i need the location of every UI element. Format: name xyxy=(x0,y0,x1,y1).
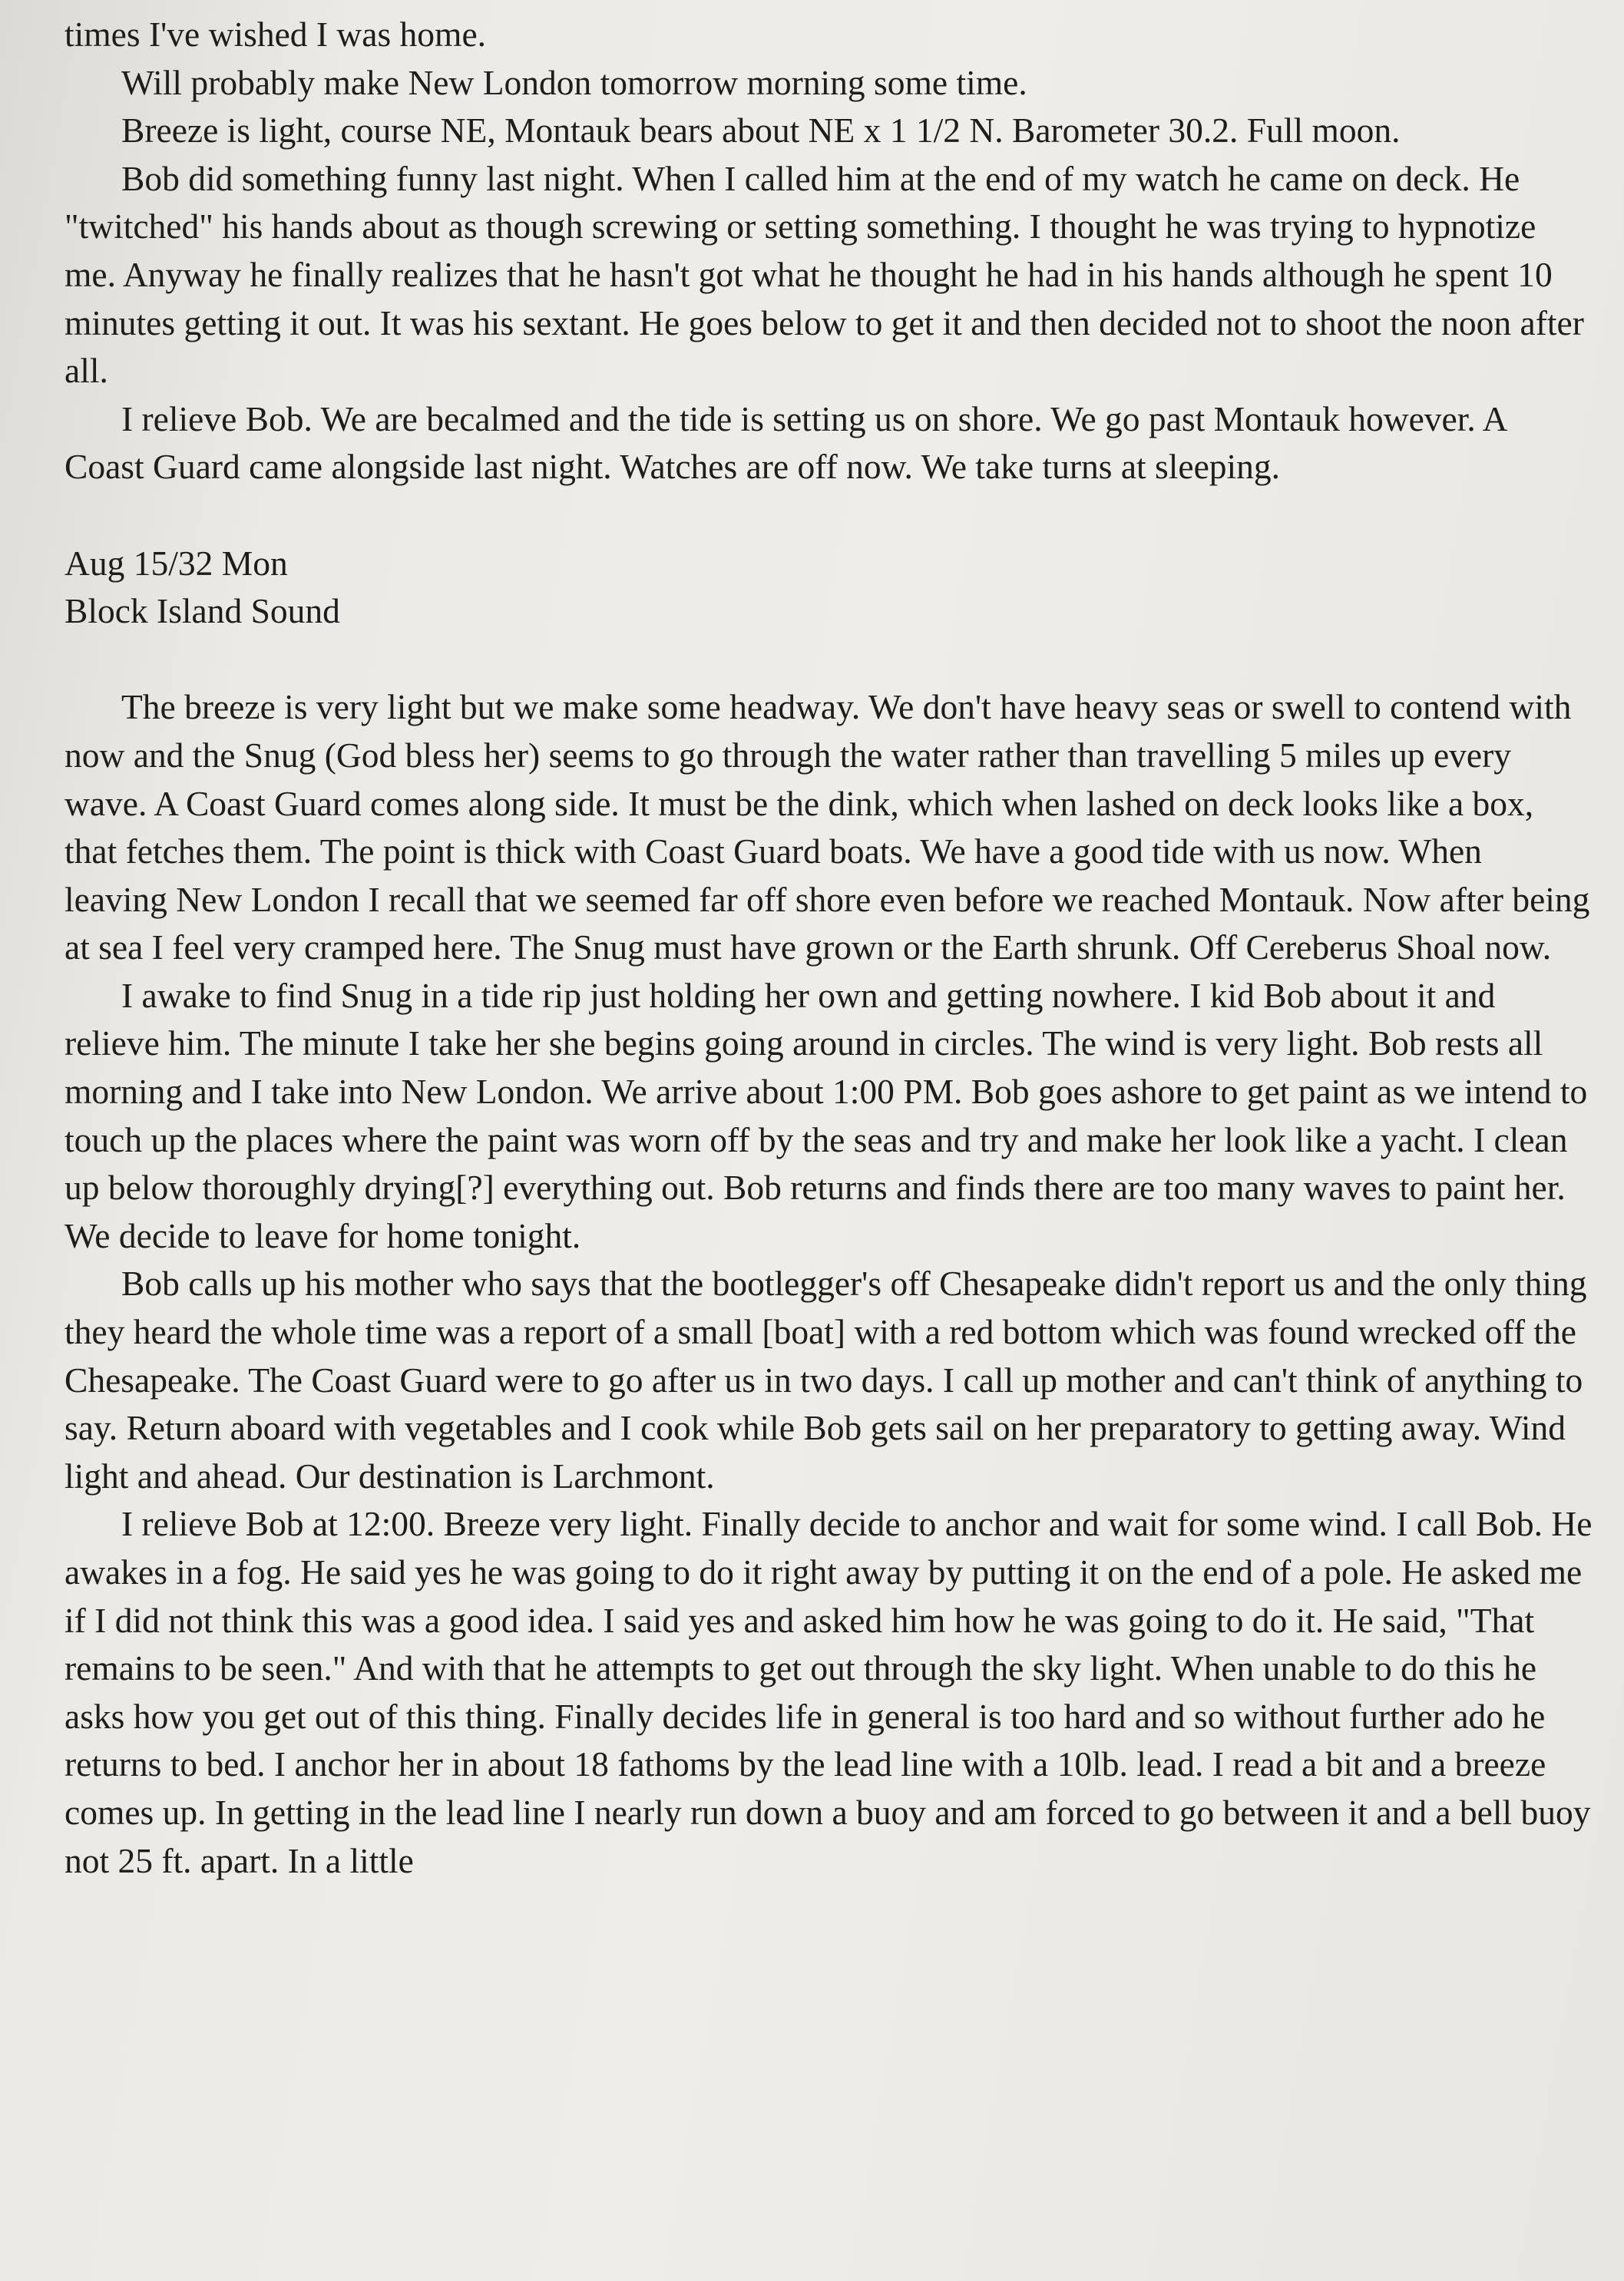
paragraph: Bob did something funny last night. When I called him at the end of my watch he came on deck. He "twitched" his hands about as though screwing or setting something. I thought he was trying to hypnotize me. Anyway he finally realizes that he hasn't got what he thought he had in his hands although he spent 10 minutes getting it out. It was his sextant. He goes below to get it and then decided not to shoot the noon after all. xyxy=(64,158,1584,391)
paragraph: The breeze is very light but we make some headway. We don't have heavy seas or swell to contend with now and the Snug (God bless her) seems to go through the water rather than travelling 5 miles up every wave. A Coast Guard comes along side. It must be the dink, which when lashed on deck looks like a box, that fetches them. The point is thick with Coast Guard boats. We have a good tide with us now. When leaving New London I recall that we seemed far off shore even before we reached Montauk. Now after being at sea I feel very cramped here. The Snug must have grown or the Earth shrunk. Off Cereberus Shoal now. xyxy=(64,687,1590,967)
paragraph: Breeze is light, course NE, Montauk bears about NE x 1 1/2 N. Barometer 30.2. Full moon. xyxy=(121,111,1401,150)
entry-date: Aug 15/32 Mon xyxy=(64,543,288,583)
spacer xyxy=(64,491,1593,540)
paragraph: I awake to find Snug in a tide rip just holding her own and getting nowhere. I kid Bob about it and relieve him. The minute I take her she begins going around in circles. The wind is very light. Bob rests all morning and I take into New London. We arrive about 1:00 PM. Bob goes ashore to get paint as we intend to touch up the places where the paint was worn off by the seas and try and make her look like a yacht. I clean up below thoroughly drying[?] everything out. Bob returns and finds there are too many waves to paint her. We decide to leave for home tonight. xyxy=(64,975,1588,1255)
journal-text xyxy=(64,11,1593,1885)
paragraph: Will probably make New London tomorrow morning some time. xyxy=(121,62,1027,102)
paragraph: I relieve Bob. We are becalmed and the tide is setting us on shore. We go past Montauk however. A Coast Guard came alongside last night. Watches are off now. We take turns at sleeping. xyxy=(64,398,1506,487)
paragraph: Bob calls up his mother who says that the bootlegger's off Chesapeake didn't report us and the only thing they heard the whole time was a report of a small [boat] with a red bottom which was found wrecked off the Chesapeake. The Coast Guard were to go after us in two days. I call up mother and can't think of anything to say. Return aboard with vegetables and I cook while Bob gets sail on her preparatory to getting away. Wind light and ahead. Our destination is Larchmont. xyxy=(64,1264,1587,1496)
paragraph-continued: times I've wished I was home. xyxy=(64,15,487,54)
spacer xyxy=(64,636,1593,684)
paragraph: I relieve Bob at 12:00. Breeze very light. Finally decide to anchor and wait for some wind. I call Bob. He awakes in a fog. He said yes he was going to do it right away by putting it on the end of a pole. He asked me if I did not think this was a good idea. I said yes and asked him how he was going to do it. He said, "That remains to be seen." And with that he attempts to get out through the sky light. When unable to do this he asks how you get out of this thing. Finally decides life in general is too hard and so without further ado he returns to bed. I anchor her in about 18 fathoms by the lead line with a 10lb. lead. I read a bit and a breeze comes up. In getting in the lead line I nearly run down a buoy and am forced to go between it and a bell buoy not 25 ft. apart. In a little xyxy=(64,1504,1593,1880)
entry-location: Block Island Sound xyxy=(64,591,340,631)
